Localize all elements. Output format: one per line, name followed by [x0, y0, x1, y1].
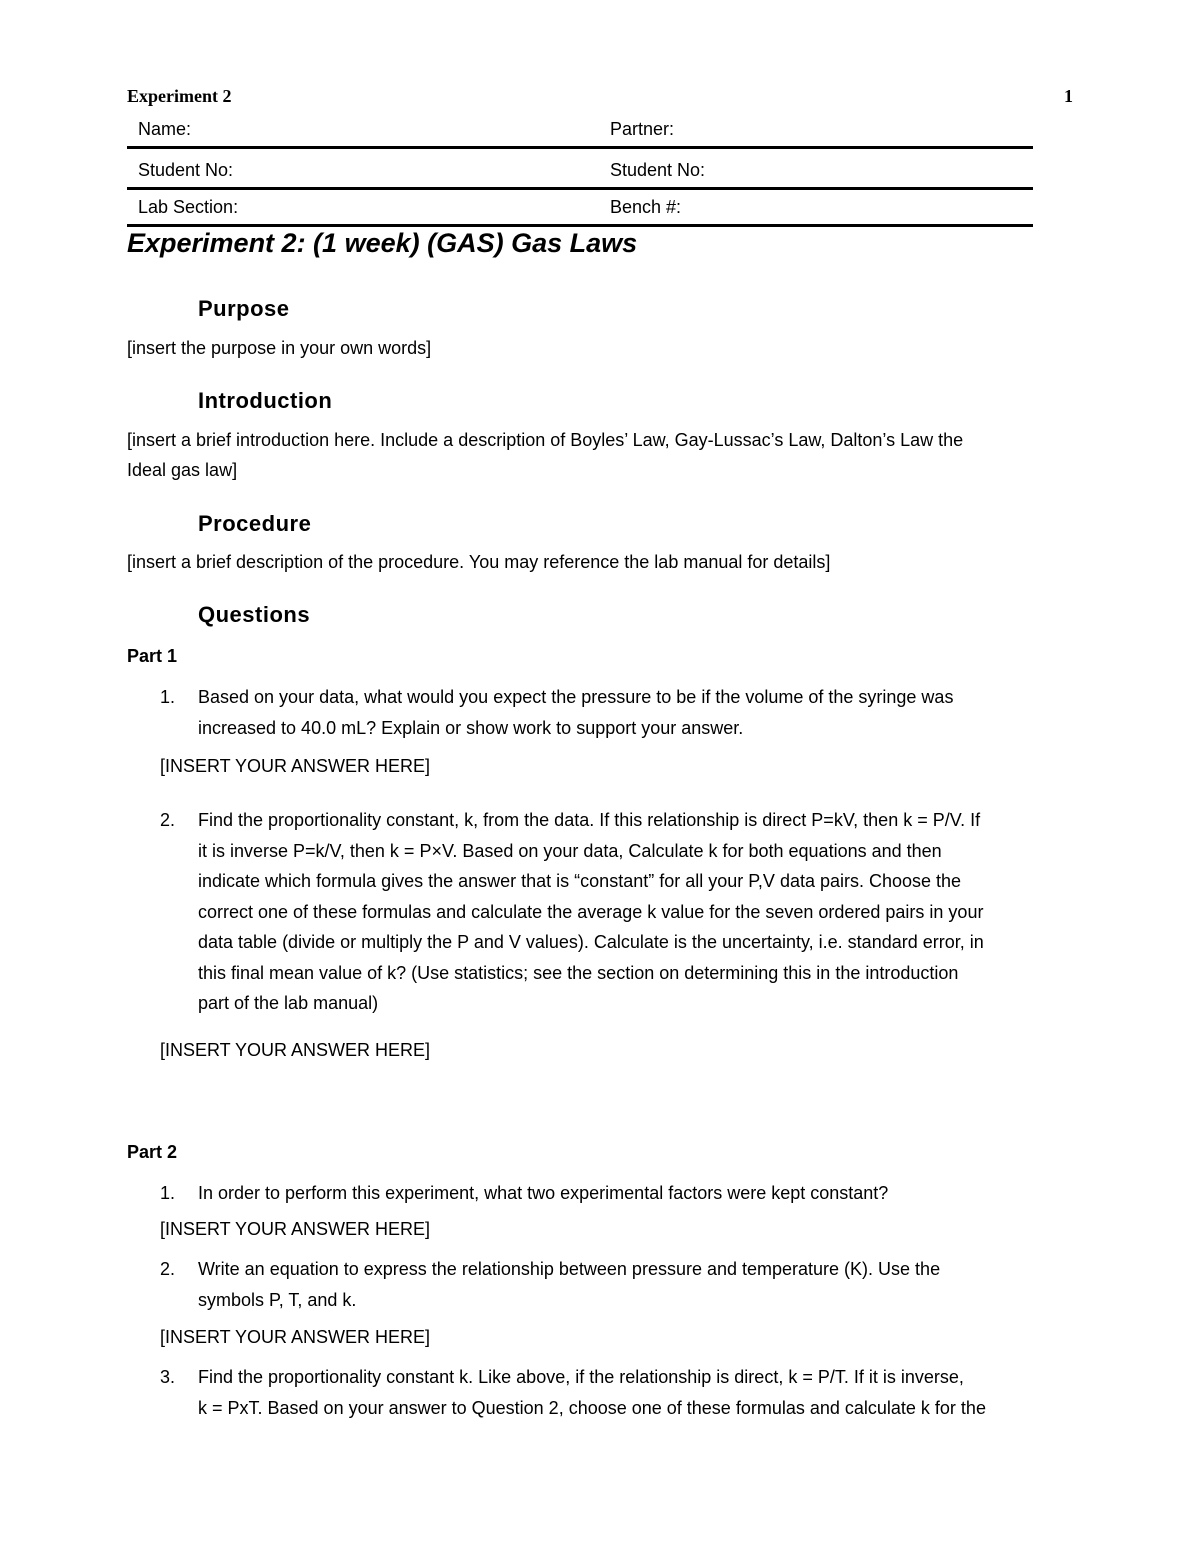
question-line: it is inverse P=k/V, then k = P×V. Based on your data, Calculate k for both equations and then [198, 840, 942, 861]
question-line: data table (divide or multiply the P and V values). Calculate is the uncertainty, i.e. standard error, in [198, 932, 984, 952]
part-1-label: Part 1 [127, 646, 178, 666]
lab-section-label: Lab Section: [138, 197, 239, 217]
part1-q2-answer-placeholder: [INSERT YOUR ANSWER HERE] [160, 1040, 431, 1060]
bench-label: Bench #: [610, 197, 682, 217]
question-line: indicate which formula gives the answer that is “constant” for all your P,V data pairs. Choose the [198, 871, 962, 891]
info-row-student-no [127, 149, 1033, 190]
question-line: part of the lab manual) [198, 993, 379, 1013]
question-line: Write an equation to express the relationship between pressure and temperature (K). Use the [198, 1259, 941, 1279]
partner-student-no-label: Student No: [610, 160, 706, 180]
student-info-table [127, 110, 1033, 227]
question-line: k = PxT. Based on your answer to Question 2, choose one of these formulas and calculate k for the [198, 1397, 986, 1418]
info-row-lab-section [127, 190, 1033, 227]
question-number: 2. [160, 810, 176, 830]
question-line: Based on your data, what would you expect the pressure to be if the volume of the syringe was [198, 687, 954, 707]
partner-label: Partner: [610, 119, 675, 139]
procedure-heading: Procedure [198, 511, 312, 536]
running-header: Experiment 2 [127, 86, 232, 106]
question-line: this final mean value of k? (Use statistics; see the section on determining this in the introduction [198, 962, 959, 983]
part1-q1-answer-placeholder: [INSERT YOUR ANSWER HERE] [160, 756, 431, 776]
question-line: Find the proportionality constant, k, from the data. If this relationship is direct P=kV, then k = P/V. If [198, 810, 981, 830]
page-number: 1 [1064, 86, 1073, 106]
question-line: symbols P, T, and k. [198, 1289, 357, 1310]
question-line: correct one of these formulas and calculate the average k value for the seven ordered pairs in your [198, 901, 984, 922]
question-number: 1. [160, 687, 176, 707]
introduction-text [127, 425, 1067, 485]
questions-heading: Questions [198, 602, 311, 627]
name-label: Name: [138, 119, 192, 139]
part2-q2-answer-placeholder: [INSERT YOUR ANSWER HERE] [160, 1327, 431, 1347]
purpose-text: [insert the purpose in your own words] [127, 338, 432, 358]
question-line: In order to perform this experiment, what two experimental factors were kept constant? [198, 1183, 889, 1203]
question-number: 2. [160, 1259, 176, 1279]
question-line: Find the proportionality constant k. Like above, if the relationship is direct, k = P/T. If it is inverse, [198, 1367, 964, 1387]
question-number: 3. [160, 1367, 176, 1387]
introduction-line-1: [insert a brief introduction here. Include a description of Boyles’ Law, Gay-Lussac’s Law, Dalton’s Law the [127, 430, 964, 450]
part2-q1-answer-placeholder: [INSERT YOUR ANSWER HERE] [160, 1219, 431, 1239]
introduction-heading: Introduction [198, 388, 333, 413]
part1-question-2 [160, 805, 1070, 1019]
info-row-name [127, 110, 1033, 149]
part2-question-2 [160, 1254, 1070, 1315]
introduction-line-2: Ideal gas law] [127, 460, 238, 480]
part2-question-1 [160, 1178, 1070, 1209]
document-title: Experiment 2: (1 week) (GAS) Gas Laws [127, 228, 638, 258]
part-2-label: Part 2 [127, 1142, 178, 1162]
procedure-text: [insert a brief description of the procedure. You may reference the lab manual for details] [127, 552, 831, 572]
question-line: increased to 40.0 mL? Explain or show work to support your answer. [198, 717, 744, 738]
part1-question-1 [160, 682, 1070, 743]
student-no-label: Student No: [138, 160, 234, 180]
question-number: 1. [160, 1183, 176, 1203]
purpose-heading: Purpose [198, 296, 290, 321]
part2-question-3 [160, 1362, 1070, 1423]
